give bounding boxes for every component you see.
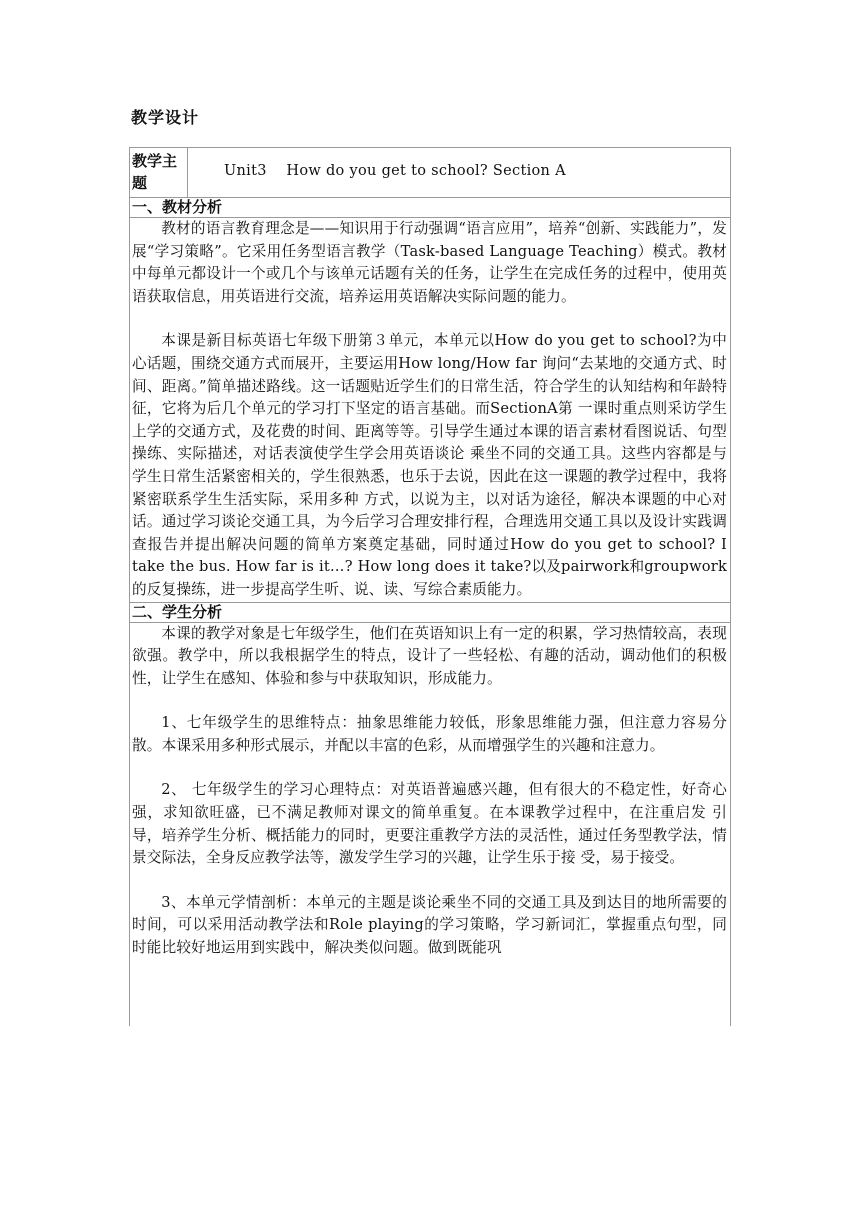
paragraph: 1、七年级学生的思维特点：抽象思维能力较低，形象思维能力强，但注意力容易分散。本课采用多种形式展示，并配以丰富的色彩，从而增强学生的兴趣和注意力。: [132, 714, 727, 754]
paragraph: 教材的语言教育理念是——知识用于行动强调“语言应用”，培养“创新、实践能力”，发展“学习策略”。它采用任务型语言教学（Task-based Language Teaching）模式。教材中每单元都设计一个或几个与该单元话题有关的任务，让学生在完成任务的过程中，使用英语获取信息，用英语进行交流，培养运用英语解决实际问题的能力。: [132, 220, 727, 305]
topic-value: Unit3 How do you get to school? Section A: [224, 163, 566, 179]
section-body-student-analysis: [130, 623, 730, 1026]
section-heading-textbook-analysis: 一、教材分析: [130, 198, 730, 218]
paragraph-gap: [132, 690, 727, 712]
topic-label: 教学主题: [130, 148, 188, 197]
paragraph: 本课的教学对象是七年级学生，他们在英语知识上有一定的积累，学习热情较高，表现欲强。教学中，所以我根据学生的特点，设计了一些轻松、有趣的活动，调动他们的积极性，让学生在感知、体验和参与中获取知识，形成能力。: [132, 624, 727, 687]
paragraph-gap: [132, 308, 727, 330]
section-body-textbook-analysis: [130, 218, 730, 603]
topic-row: [130, 148, 730, 198]
paragraph: 本课是新目标英语七年级下册第３单元，本单元以How do you get to school?为中心话题，围绕交通方式而展开，主要运用How long/How far 询问“去某地的交通方式、时间、距离。”简单描述路线。这一话题贴近学生们的日常生活，符合学生的认知结构和年龄特征，它将为后几个单元的学习打下坚定的语言基础。而SectionA第 一课时重点则采访学生上学的交通方式，及花费的时间、距离等等。引导学生通过本课的语言素材看图说话、句型操练、实际描述，对话表演使学生学会用英语谈论 乘坐不同的交通工具。这些内容都是与学生日常生活紧密相关的，学生很熟悉，也乐于去说，因此在这一课题的教学过程中，我将紧密联系学生生活实际，采用多种 方式，以说为主，以对话为途径，解决本课题的中心对话。通过学习谈论交通工具，为今后学习合理安排行程，合理选用交通工具以及设计实践调查报告并提出解决问题的简单方案奠定基础，同时通过How do you get to school? I take the bus. How far is it…? How long does it take?以及pairwork和groupwork的反复操练，进一步提高学生听、说、读、写综合素质能力。: [132, 332, 727, 598]
paragraph: 3、本单元学情剖析：本单元的主题是谈论乘坐不同的交通工具及到达目的地所需要的时间，可以采用活动教学法和Role playing的学习策略，学习新词汇，掌握重点句型，同时能比较好地运用到实践中，解决类似问题。做到既能巩: [132, 893, 727, 957]
paragraph-gap: [132, 757, 727, 779]
paragraph-gap: [132, 870, 727, 892]
section-heading-student-analysis: 二、学生分析: [130, 603, 730, 623]
page-title: 教学设计: [131, 108, 200, 127]
paragraph: 2、 七年级学生的学习心理特点：对英语普遍感兴趣，但有很大的不稳定性，好奇心强，求知欲旺盛，已不满足教师对课文的简单重复。在本课教学过程中，在注重启发 引导，培养学生分析、概括能力的同时，更要注重教学方法的灵活性，通过任务型教学法，情景交际法，全身反应教学法等，激发学生学习的兴趣，让学生乐于接 受，易于接受。: [132, 781, 727, 867]
lesson-plan-table: [129, 147, 731, 1026]
